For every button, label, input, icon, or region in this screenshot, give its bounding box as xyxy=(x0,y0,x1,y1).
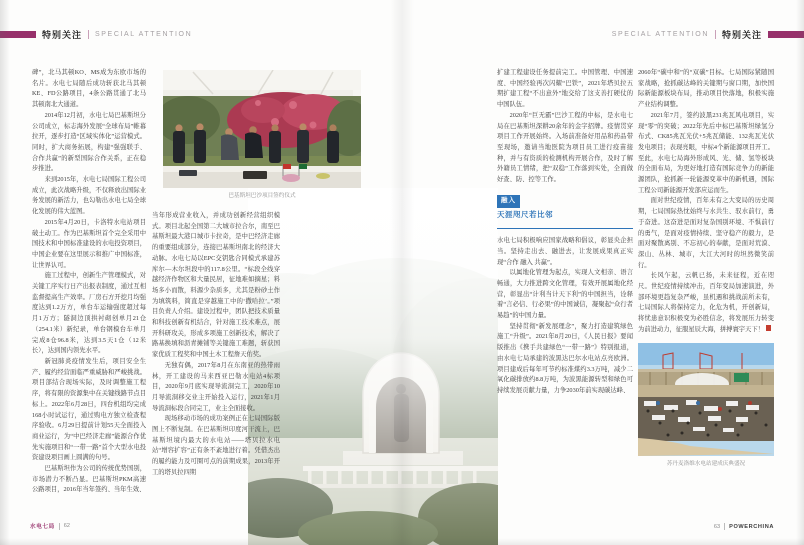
paragraph: 新冠肺炎疫情发生后，项目安全生产、履约经营面临严重威胁和严峻挑战。项目部结合现场实际，及时调整施工程序，将有限的资源集中在关键线路节点目标上。2022年6月28日，四台机组均完成168小时试运行，通过购电方独立检查程序验收。6月29日提前计划55天全面投入商业运行，为“中巴经济走廊”能源合作优先实施项目和“一带一路”首个大型水电投资建设项目画上圆满的句号。 xyxy=(32,357,146,462)
paragraph: 长风乍起，云帆已扬，未来征程，近在咫尺。世纪疫情持续冲击，百年变局加速演进，外部环境更趋复杂严峻，虽机遇和挑战前所未有，七局国际人将保持定力，化危为机，开创新局，将忧患意识积极变为必胜信念，将发展压力转变为前进动力，征服星辰大海，拼搏寰宇天下！ xyxy=(638,272,774,333)
article-end-icon xyxy=(766,325,772,331)
footer-brand: 水电七局 xyxy=(30,524,55,530)
celebration-crowd-photo xyxy=(638,343,774,456)
header-left xyxy=(0,28,192,40)
paragraph: 当年形成营业收入，并成功创新经营组织模式。项目北起全国第二大城市拉合尔，南至巴基斯坦最大港口城市卡拉奇，是中巴经济走廊的重要组成部分，连接巴基斯坦南北的经济大动脉。水电七局以EPC交钥匙合同模式承建苏库尔—木尔坦段中的117.8公里。“标段全线穿越经济作物区和大量民居，征地难如摘星；料场多小而散，料源少杂质多，尤其是粉砂土作为填筑料，简直是穿越施工中的‘撒哈拉’。”项目负责人介绍。建设过程中，团队把技术质量和科技创新有机结合，针对施工技术难点，展开科研攻关，形成多项施工创新技术，解决了路基换填和沥青摊铺等关键施工难题，斩获国家优质工程奖和中国土木工程詹天佑奖。 xyxy=(152,212,280,359)
paragraph: 来到2015年，水电七局国际工程公司成立，此次战略升级，不仅释放出国际业务发展的新活力，也勾勒出水电七局全球化发展的伟大蓝图。 xyxy=(32,176,146,216)
feature-section-box xyxy=(497,195,633,229)
footer-divider xyxy=(59,523,60,530)
paragraph: 水电七局积极响应国家战略和倡议，彰显央企担当。坚持走出去、融进去，让发展成果真正实现“合作 融入 共赢”。 xyxy=(497,237,633,266)
header-right xyxy=(612,28,804,40)
article-column-2 xyxy=(152,211,280,479)
paragraph: 2015年4月20日，卡洛特水电站项目破土动工。作为巴基斯坦首个完全采用中国技术和中国标准建设的水电投资项目，中国企业要在这里展示和推广中国标准，让世界认可。 xyxy=(32,218,146,269)
feature-badge: 融入 xyxy=(497,195,520,209)
header-divider xyxy=(715,30,716,39)
section-accent-bar xyxy=(0,31,36,38)
paragraph: 2014年12月初，水电七局巴基斯坦分公司成立，标志海外发展“全球布局”帷幕拉开，逐步打造“区域实体化”运营模式。同时，扩大商务拓展，构建“强强联手、合作共赢”的新型国际合作关系，正在稳步推进。 xyxy=(32,111,146,173)
footer-left xyxy=(30,522,70,530)
section-title-cn: 特别关注 xyxy=(42,29,83,40)
background-monument-photo xyxy=(248,188,498,545)
footer-page-number: 62 xyxy=(63,523,71,529)
paragraph: 2020年“巨无霸”巴沙工程的中标，是水电七局在巴基斯坦深耕20余年的金字招牌。疫情贯穿项目工作开展始终。入场前准备好用品和药品带至现场，邀请当地医院为项目员工进行疫苗接种，并与有资质的检测机构开展合作，及时了解外籍员工情绪，把“双稳”工作落到实处，全面做好查、防、控等工作。 xyxy=(497,111,633,184)
photo-caption: 苏丹麦洛维水电站建成庆典盛况 xyxy=(666,460,746,467)
article-column-4 xyxy=(638,68,774,469)
paragraph: 扩建工程建设任务提前完工。中国管理、中国速度、中国经验再次闪耀“巴铁”，2021年塔贝拉五期扩建工程“不出意外”地交给了这支善打硬仗的中国队伍。 xyxy=(497,69,633,109)
article-column-3 xyxy=(497,68,633,397)
page-edge-shadow-right xyxy=(796,0,804,545)
footer-page-number: 63 xyxy=(713,523,721,530)
paragraph: 以属地化管理为起点，实现人文相亲、语言畅通，大力推进跨文化管理，有效开展属地化经营，彰显出“计利当计天下利”的中国担当，诠释着“言必信、行必果”的中国诚信，凝聚起“众行者易趋”的中国力量。 xyxy=(497,269,633,320)
feature-title: 天涯咫尺若比邻 xyxy=(497,210,553,220)
header-divider xyxy=(88,30,89,39)
section-accent-bar xyxy=(768,31,804,38)
paragraph: 2021年7月，签约波黑231兆瓦风电项目，实现“零”的突破；2022年先后中标巴基斯坦绿氢分布式、CK85兆瓦光伏+5兆瓦储能、132兆瓦光伏发电项目；表现亮眼，中标4个新能源项目开工。至此，水电七局海外形成风、光、储、氢等板块的全面布局，为更好地打造有国际竞争力的新能源团队，抢抓新一轮能源变革中的新机遇，国际工程公司新能源开发部应运而生。 xyxy=(638,111,774,194)
paragraph: 无独有偶，2017年8月在东南亚的热带雨林，开工建设的马来西亚巴勒水电站4标项目，2020年9月底实现导流洞完工，2020年10月导流洞移交业主开始投入运行，2021年1月导流洞标段合同完工，业主全面接收。 xyxy=(152,361,280,412)
paragraph: 面对世纪疫情，百年未有之大变局的历史周期，七局国际热忱始终与水共生、驭水前行，勇于奋进。这奋进是面对复杂国别环境、不惧前行的勇气，是面对疫情持续、坚守稳产的毅力，是面对聚散离别、不忘初心的奉献，是面对荒漠、深山、丛林、城市，大江大河时的坦然微笑前行。 xyxy=(638,197,774,269)
paragraph: 现场移动市场的成功案例正在七局国际版图上不断复制。在巴基斯坦印度河干流上，巴基斯坦境内最大的水电站——塔贝拉水电站“增容扩容”正有条不紊地进行着。凭借杰出的履约能力及可圈可点的前期成果，2013年开工的塔贝拉四期 xyxy=(152,415,280,476)
paragraph: 巴基斯坦作为公司的传统优势国别，市场潜力不断凸显。巴基斯坦PKM高速公路项目，2016年当年签约、当年生效、 xyxy=(32,465,146,494)
paragraph: 坚持贯彻“新发展理念”，聚力打造建筑绿色施工“升级”。2021年8月20日，《人民日报》要闻版推出《携手共建绿色“一带一路”》特别报道，由水电七局承建的波黑达巴尔水电站点亮欧洲。项目建成后每年可节约标准煤约3.3万吨，减少二氧化碳排放约8.8万吨，为波黑能源转型和绿色可持续发展贡献力量，力争2030年前实现碳达峰、 xyxy=(497,322,633,394)
footer-right xyxy=(714,523,774,530)
section-title-en: SPECIAL ATTENTION xyxy=(611,30,709,38)
photo-caption: 巴基斯坦巴沙项目签约仪式 xyxy=(228,193,296,199)
section-title-cn: 特别关注 xyxy=(721,29,762,40)
footer-divider xyxy=(724,523,725,530)
signing-ceremony-photo xyxy=(163,70,361,188)
paragraph: 碑”，北马其顿KO、MS成为东欧市场的名片。水电七局随后成功斩获北马其顿KE、FD公路项目，4条公路贯通了北马其顿南北大通道。 xyxy=(32,69,146,109)
footer-brand: POWERCHINA xyxy=(729,523,774,530)
paragraph: 施工过程中，创新生产管理模式，对关键工序实行日产出报表制度，通过互相监督提高生产效率。厂房石方开挖月均强度达到1.2万方，单台车运输强度超过每月1万方；隧洞边顶拱衬砌创单月21仓（254.1米）新纪录，单台钢模台车单月完成8仓96.8米，达到3.5天1仓（12米长），达到国内领先水平。 xyxy=(32,272,146,355)
paragraph: 2060年“碳中和”的“双碳”目标。七局国际紧随国家战略，抢抓碳达峰的关键期与窗口期，加快国际新能源板块布局，推动项目快落地，积极实施产业结构调整。 xyxy=(638,69,774,109)
page-edge-shadow-left xyxy=(0,0,10,545)
article-column-1 xyxy=(32,68,146,496)
section-title-en: SPECIAL ATTENTION xyxy=(95,30,193,38)
